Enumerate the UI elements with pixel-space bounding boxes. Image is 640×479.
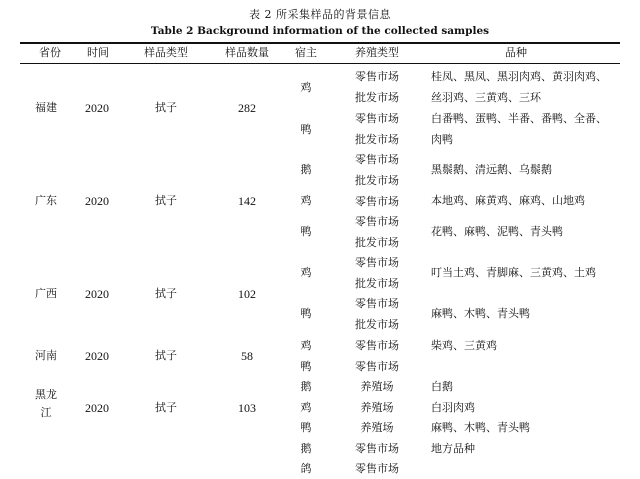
guangdong-breeding-3: 零售市场 — [355, 195, 399, 208]
heilongjiang-province-line-1: 黑龙 — [35, 388, 57, 401]
heilongjiang-breeding-1: 养殖场 — [360, 380, 394, 393]
guangxi-sample-type: 拭子 — [155, 287, 177, 300]
guangdong-host-chicken: 鸡 — [300, 194, 312, 207]
henan-count: 58 — [241, 349, 253, 363]
henan-variety-chicken: 柴鸡、三黄鸡 — [431, 339, 497, 352]
heilongjiang-host-goose: 鹅 — [300, 380, 312, 393]
heilongjiang-host-duck: 鸭 — [300, 421, 312, 434]
header-sample-type: 样品类型 — [144, 46, 188, 59]
guangdong-variety-chicken: 本地鸡、麻黄鸡、麻鸡、山地鸡 — [431, 194, 585, 207]
table-header-rule — [20, 63, 620, 64]
fujian-variety-chicken-1: 桂凤、黑凤、黑羽肉鸡、黄羽肉鸡、 — [431, 70, 607, 83]
guangxi-host-duck: 鸭 — [300, 307, 312, 320]
guangdong-variety-duck: 花鸭、麻鸭、泥鸭、青头鸭 — [431, 225, 563, 238]
henan-host-chicken: 鸡 — [300, 339, 312, 352]
guangdong-breeding-4: 零售市场 — [355, 215, 399, 228]
fujian-variety-duck-2: 肉鸭 — [431, 133, 453, 146]
table-top-rule — [20, 42, 620, 44]
guangxi-variety-chicken: 叮当土鸡、青脚麻、三黄鸡、土鸡 — [431, 266, 596, 279]
heilongjiang-variety-chicken: 白羽肉鸡 — [431, 401, 475, 414]
guangxi-breeding-1: 零售市场 — [355, 256, 399, 269]
heilongjiang-breeding-3: 养殖场 — [360, 421, 394, 434]
guangdong-host-goose: 鹅 — [300, 163, 312, 176]
fujian-count: 282 — [238, 101, 256, 115]
henan-breeding-2: 零售市场 — [355, 360, 399, 373]
heilongjiang-variety-duck: 麻鸭、木鸭、青头鸭 — [431, 421, 530, 434]
fujian-breeding-3: 零售市场 — [355, 112, 399, 125]
header-time: 时间 — [87, 46, 109, 59]
henan-breeding-1: 零售市场 — [355, 339, 399, 352]
heilongjiang-variety-goose-2: 地方品种 — [431, 442, 475, 455]
guangdong-time: 2020 — [85, 194, 109, 208]
fujian-sample-type: 拭子 — [155, 101, 177, 114]
henan-sample-type: 拭子 — [155, 349, 177, 362]
heilongjiang-host-pigeon: 鸽 — [300, 462, 312, 475]
guangdong-count: 142 — [238, 194, 256, 208]
heilongjiang-province — [35, 386, 57, 422]
heilongjiang-breeding-4: 零售市场 — [355, 442, 399, 455]
guangdong-province: 广东 — [35, 194, 57, 207]
henan-host-duck: 鸭 — [300, 360, 312, 373]
guangxi-count: 102 — [238, 287, 256, 301]
guangxi-variety-duck: 麻鸭、木鸭、青头鸭 — [431, 307, 530, 320]
henan-time: 2020 — [85, 349, 109, 363]
header-province: 省份 — [39, 46, 61, 59]
guangxi-host-chicken: 鸡 — [300, 266, 312, 279]
fujian-host-duck: 鸭 — [300, 123, 312, 136]
header-variety: 品种 — [505, 46, 527, 59]
header-sample-count: 样品数量 — [225, 46, 269, 59]
guangxi-breeding-4: 批发市场 — [355, 318, 399, 331]
fujian-variety-chicken-2: 丝羽鸡、三黄鸡、三环 — [431, 91, 541, 104]
guangdong-breeding-2: 批发市场 — [355, 174, 399, 187]
guangdong-sample-type: 拭子 — [155, 194, 177, 207]
guangxi-province: 广西 — [35, 287, 57, 300]
fujian-breeding-2: 批发市场 — [355, 91, 399, 104]
heilongjiang-sample-type: 拭子 — [155, 401, 177, 414]
header-host: 宿主 — [295, 46, 317, 59]
fujian-province: 福建 — [35, 101, 57, 114]
guangdong-host-duck: 鸭 — [300, 225, 312, 238]
table-caption-chinese: 表 2 所采集样品的背景信息 — [249, 8, 391, 21]
heilongjiang-breeding-5: 零售市场 — [355, 462, 399, 475]
henan-province: 河南 — [35, 349, 57, 362]
guangxi-breeding-3: 零售市场 — [355, 297, 399, 310]
heilongjiang-host-goose-2: 鹅 — [300, 442, 312, 455]
heilongjiang-breeding-2: 养殖场 — [360, 401, 394, 414]
heilongjiang-host-chicken: 鸡 — [300, 401, 312, 414]
fujian-breeding-4: 批发市场 — [355, 133, 399, 146]
guangxi-time: 2020 — [85, 287, 109, 301]
heilongjiang-province-line-2: 江 — [40, 406, 52, 419]
heilongjiang-count: 103 — [238, 401, 256, 415]
guangdong-breeding-1: 零售市场 — [355, 153, 399, 166]
guangdong-variety-goose: 黑鬃鹅、清远鹅、乌鬃鹅 — [431, 163, 552, 176]
fujian-host-chicken: 鸡 — [300, 81, 312, 94]
guangdong-breeding-5: 批发市场 — [355, 236, 399, 249]
fujian-variety-duck-1: 白番鸭、蛋鸭、半番、番鸭、全番、 — [431, 112, 607, 125]
guangxi-breeding-2: 批发市场 — [355, 277, 399, 290]
heilongjiang-variety-goose: 白鹅 — [431, 380, 453, 393]
fujian-time: 2020 — [85, 101, 109, 115]
heilongjiang-time: 2020 — [85, 401, 109, 415]
header-breeding-type: 养殖类型 — [355, 46, 399, 59]
fujian-breeding-1: 零售市场 — [355, 70, 399, 83]
table-caption-english: Table 2 Background information of the collected samples — [150, 25, 490, 37]
